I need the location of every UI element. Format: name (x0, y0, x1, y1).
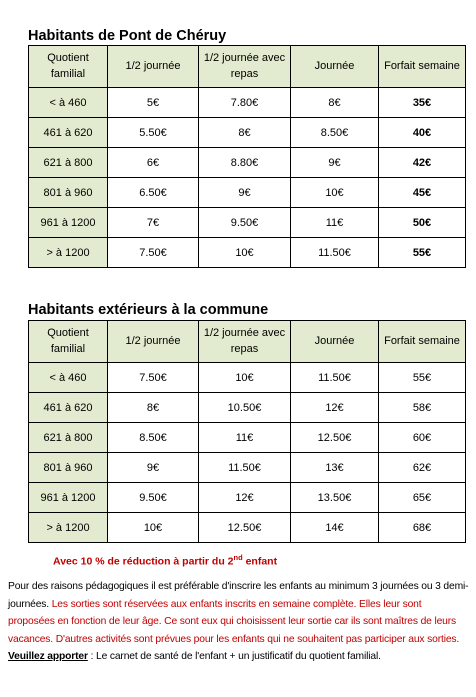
bring-label: Veuillez apporter (8, 651, 88, 662)
weekly-package-cell: 58€ (379, 393, 466, 423)
half-day-meal-cell: 12€ (199, 483, 291, 513)
half-day-cell: 9€ (108, 453, 199, 483)
half-day-cell: 7.50€ (108, 363, 199, 393)
column-header: Journée (291, 321, 379, 363)
table-row (29, 363, 466, 393)
column-header: Forfait semaine (379, 46, 466, 88)
weekly-package-cell: 68€ (379, 513, 466, 543)
half-day-meal-cell: 11.50€ (199, 453, 291, 483)
column-header: 1/2 journée avec repas (199, 46, 291, 88)
quotient-cell: 961 à 1200 (29, 483, 108, 513)
weekly-package-cell: 55€ (379, 238, 466, 268)
column-header: Forfait semaine (379, 321, 466, 363)
table-header-row (29, 46, 466, 88)
day-cell: 12.50€ (291, 423, 379, 453)
half-day-cell: 5.50€ (108, 118, 199, 148)
half-day-meal-cell: 10€ (199, 363, 291, 393)
info-paragraph (8, 578, 470, 666)
table-row (29, 148, 466, 178)
day-cell: 11.50€ (291, 238, 379, 268)
discount-suffix: enfant (242, 555, 278, 568)
bring-text: : Le carnet de santé de l'enfant + un justificatif du quotient familial. (87, 651, 381, 662)
tariff-table-residents (28, 45, 466, 268)
quotient-cell: 801 à 960 (29, 453, 108, 483)
weekly-package-cell: 55€ (379, 363, 466, 393)
half-day-meal-cell: 10€ (199, 238, 291, 268)
weekly-package-cell: 62€ (379, 453, 466, 483)
quotient-cell: < à 460 (29, 88, 108, 118)
info-text-general: Pour des raisons pédagogiques il est préférable d'inscrire les enfants au minimum 3 journées ou 3 demi-journées. (8, 581, 469, 610)
half-day-cell: 8.50€ (108, 423, 199, 453)
discount-prefix: Avec 10 % de réduction à partir du 2 (53, 555, 234, 568)
half-day-cell: 6€ (108, 148, 199, 178)
day-cell: 10€ (291, 178, 379, 208)
column-header: Quotient familial (29, 321, 108, 363)
half-day-cell: 5€ (108, 88, 199, 118)
day-cell: 13.50€ (291, 483, 379, 513)
section-title-residents: Habitants de Pont de Chéruy (28, 28, 227, 44)
table-row (29, 513, 466, 543)
discount-note (53, 553, 277, 568)
day-cell: 12€ (291, 393, 379, 423)
day-cell: 14€ (291, 513, 379, 543)
column-header: 1/2 journée (108, 46, 199, 88)
half-day-cell: 10€ (108, 513, 199, 543)
day-cell: 11.50€ (291, 363, 379, 393)
weekly-package-cell: 45€ (379, 178, 466, 208)
half-day-cell: 7€ (108, 208, 199, 238)
column-header: 1/2 journée avec repas (199, 321, 291, 363)
quotient-cell: > à 1200 (29, 513, 108, 543)
weekly-package-cell: 40€ (379, 118, 466, 148)
quotient-cell: 461 à 620 (29, 393, 108, 423)
half-day-meal-cell: 9.50€ (199, 208, 291, 238)
table-header-row (29, 321, 466, 363)
half-day-cell: 7.50€ (108, 238, 199, 268)
half-day-meal-cell: 11€ (199, 423, 291, 453)
quotient-cell: 801 à 960 (29, 178, 108, 208)
quotient-cell: 621 à 800 (29, 148, 108, 178)
half-day-meal-cell: 8€ (199, 118, 291, 148)
column-header: Journée (291, 46, 379, 88)
info-text-outings: Les sorties sont réservées aux enfants inscrits en semaine complète. Elles leur sont proposées en fonction de leur âge. Ce sont eux qui choisissent leur sortie car ils sont maîtres de leurs vacances. D'autres activités sont prévues pour les enfants qui ne souhaitent pas participer aux sorties. (8, 598, 460, 645)
table-row (29, 88, 466, 118)
table-row (29, 178, 466, 208)
discount-sup: nd (233, 553, 243, 562)
column-header: Quotient familial (29, 46, 108, 88)
table-row (29, 483, 466, 513)
weekly-package-cell: 65€ (379, 483, 466, 513)
half-day-cell: 6.50€ (108, 178, 199, 208)
day-cell: 9€ (291, 148, 379, 178)
table-row (29, 118, 466, 148)
quotient-cell: > à 1200 (29, 238, 108, 268)
day-cell: 8.50€ (291, 118, 379, 148)
quotient-cell: < à 460 (29, 363, 108, 393)
weekly-package-cell: 35€ (379, 88, 466, 118)
section-title-non-residents: Habitants extérieurs à la commune (28, 302, 269, 318)
weekly-package-cell: 42€ (379, 148, 466, 178)
weekly-package-cell: 60€ (379, 423, 466, 453)
half-day-meal-cell: 10.50€ (199, 393, 291, 423)
quotient-cell: 961 à 1200 (29, 208, 108, 238)
half-day-meal-cell: 12.50€ (199, 513, 291, 543)
table-row (29, 238, 466, 268)
table-row (29, 453, 466, 483)
half-day-meal-cell: 7.80€ (199, 88, 291, 118)
day-cell: 8€ (291, 88, 379, 118)
half-day-cell: 8€ (108, 393, 199, 423)
column-header: 1/2 journée (108, 321, 199, 363)
quotient-cell: 461 à 620 (29, 118, 108, 148)
day-cell: 11€ (291, 208, 379, 238)
half-day-meal-cell: 9€ (199, 178, 291, 208)
quotient-cell: 621 à 800 (29, 423, 108, 453)
half-day-cell: 9.50€ (108, 483, 199, 513)
day-cell: 13€ (291, 453, 379, 483)
tariff-table-non-residents (28, 320, 466, 543)
weekly-package-cell: 50€ (379, 208, 466, 238)
table-row (29, 393, 466, 423)
table-row (29, 208, 466, 238)
half-day-meal-cell: 8.80€ (199, 148, 291, 178)
table-row (29, 423, 466, 453)
